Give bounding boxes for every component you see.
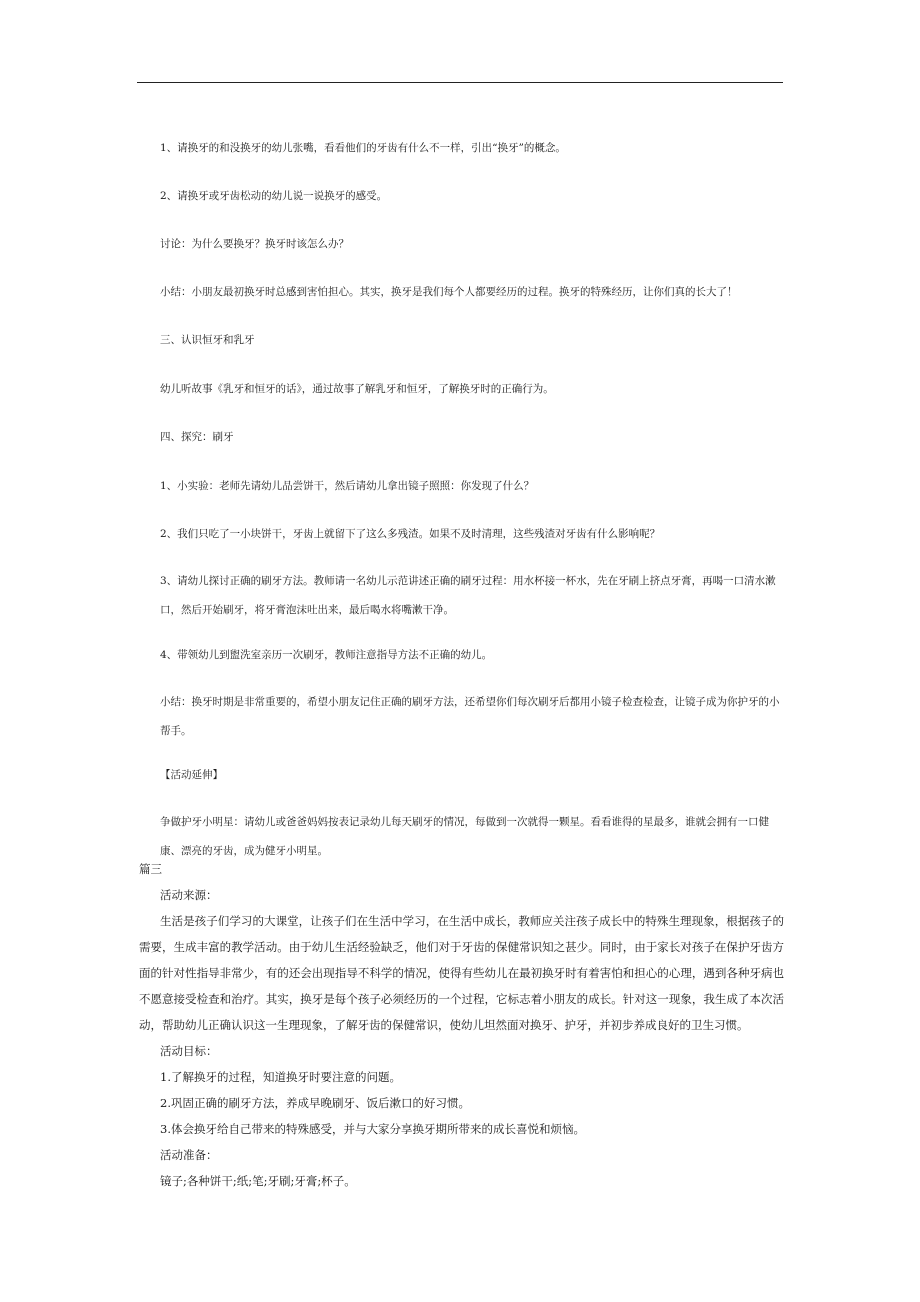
paragraph-discussion: 讨论：为什么要换牙？换牙时该怎么办？ [160, 238, 349, 250]
paragraph-residue: 2、我们只吃了一小块饼干，牙齿上就留下了这么多残渣。如果不及时清理，这些残渣对牙齿有什么影响呢？ [160, 528, 661, 540]
prep-items: 镜子;各种饼干;纸;笔;牙刷;牙膏;杯子。 [160, 1174, 356, 1188]
extension-heading: 【活动延伸】 [160, 769, 223, 781]
paragraph-story: 幼儿听故事《乳牙和恒牙的话》，通过故事了解乳牙和恒牙，了解换牙时的正确行为。 [160, 383, 554, 395]
paragraph-washroom: 4、带领幼儿到盥洗室亲历一次刷牙，教师注意指导方法不正确的幼儿。 [160, 649, 493, 661]
goal-item-1: 1.了解换牙的过程，知道换牙时要注意的问题。 [160, 1070, 401, 1084]
prep-label: 活动准备： [160, 1148, 218, 1162]
section-heading-3: 三、认识恒牙和乳牙 [160, 334, 255, 346]
paragraph-swap-teeth-feelings: 2、请换牙或牙齿松动的幼儿说一说换牙的感受。 [160, 190, 388, 202]
source-label: 活动来源： [160, 888, 218, 902]
paragraph-experiment: 1、小实验：老师先请幼儿品尝饼干，然后请幼儿拿出镜子照照：你发现了什么？ [160, 480, 535, 492]
goals-label: 活动目标： [160, 1044, 218, 1058]
paragraph-extension: 争做护牙小明星：请幼儿或爸爸妈妈按表记录幼儿每天刷牙的情况，每做到一次就得一颗星。看看谁得的星最多，谁就会拥有一口健康、漂亮的牙齿，成为健牙小明星。 [160, 816, 769, 857]
source-paragraph: 生活是孩子们学习的大课堂，让孩子们在生活中学习，在生活中成长，教师应关注孩子成长中的特殊生理现象，根据孩子的需要，生成丰富的教学活动。由于幼儿生活经验缺乏，他们对于牙齿的保健常识知之甚少。同时，由于家长对孩子在保护牙齿方面的针对性指导非常少，有的还会出现指导不科学的情况，使得有些幼儿在最初换牙时有着害怕和担心的心理，遇到各种牙病也不愿意接受检查和治疗。其实，换牙是每个孩子必须经历的一个过程，它标志着小朋友的成长。针对这一现象，我生成了本次活动，帮助幼儿正确认识这一生理现象，了解牙齿的保健常识，使幼儿坦然面对换牙、护牙，并初步养成良好的卫生习惯。 [139, 914, 784, 1032]
header-rule [137, 82, 783, 83]
paragraph-brushing-method: 3、请幼儿探讨正确的刷牙方法。教师请一名幼儿示范讲述正确的刷牙过程：用水杯接一杯水，先在牙刷上挤点牙膏，再喝一口清水漱口，然后开始刷牙，将牙膏泡沫吐出来，最后喝水将嘴漱干净。 [160, 575, 776, 616]
paragraph-summary-1: 小结：小朋友最初换牙时总感到害怕担心。其实，换牙是我们每个人都要经历的过程。换牙的特殊经历，让你们真的长大了！ [160, 286, 738, 298]
goal-item-2: 2.巩固正确的刷牙方法，养成早晚刷牙、饭后漱口的好习惯。 [160, 1096, 470, 1110]
section-heading-pian-san: 篇三 [139, 862, 162, 876]
section-heading-4: 四、探究：刷牙 [160, 431, 234, 443]
paragraph-summary-2: 小结：换牙时期是非常重要的，希望小朋友记住正确的刷牙方法，还希望你们每次刷牙后都用小镜子检查检查，让镜子成为你护牙的小帮手。 [160, 696, 780, 737]
goal-item-3: 3.体会换牙给自己带来的特殊感受，并与大家分享换牙期所带来的成长喜悦和烦恼。 [160, 1122, 585, 1136]
paragraph-swap-teeth-compare: 1、请换牙的和没换牙的幼儿张嘴，看看他们的牙齿有什么不一样，引出“换牙”的概念。 [160, 142, 566, 154]
